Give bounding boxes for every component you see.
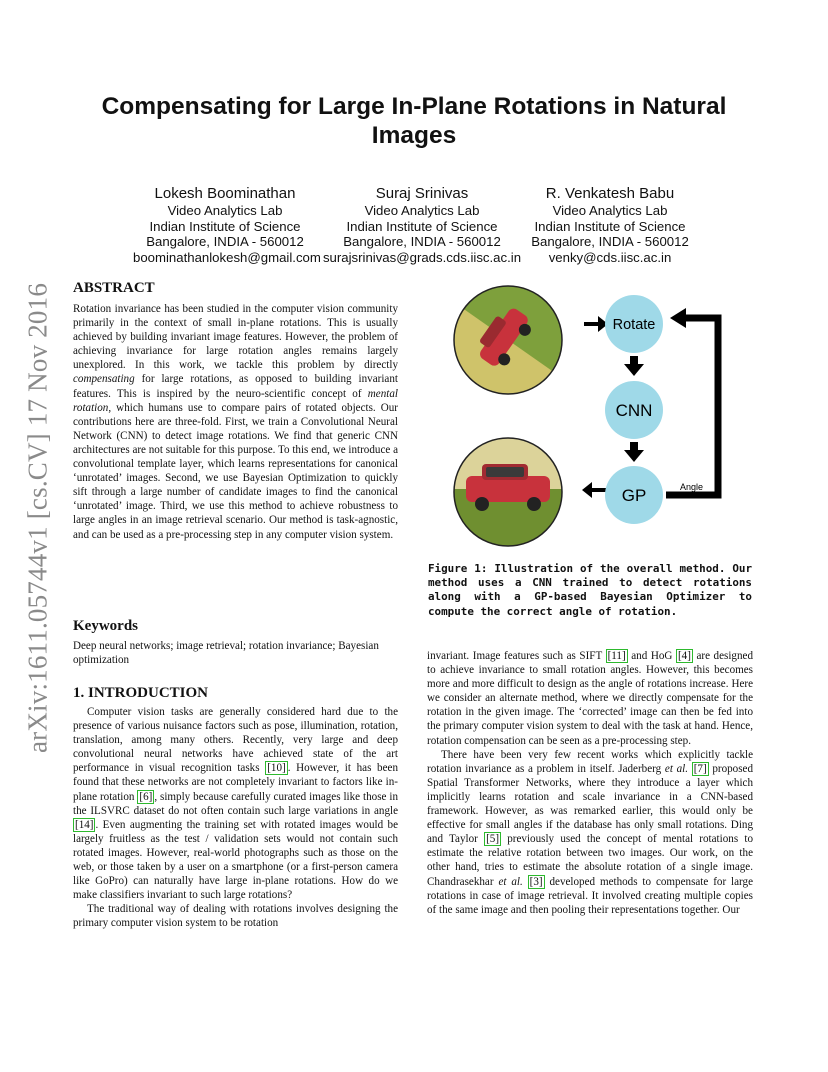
- gp-box: [605, 466, 663, 524]
- citation-link[interactable]: [14]: [75, 818, 94, 831]
- angle-label: Angle: [680, 482, 704, 492]
- author-lab: Video Analytics Lab: [167, 203, 283, 218]
- citation-link[interactable]: [7]: [693, 762, 707, 775]
- arrow-down-icon: [624, 442, 644, 462]
- method-diagram: [448, 284, 738, 556]
- intro-right-column: invariant. Image features such as SIFT [11] and HoG [4] are designed to achieve invariance to small rotation angles. However, this becomes more and more difficult to design as the angle of rotations increase. Here we consider an alternate method, where we directly compensate for the rotation in the given image. The ‘corrected’ image can then be fed into the primary computer vision system to deal with the task at hand. Hence, rotation compensation can be seen as a pre-processing step. There have been very few recent works which explicitly tackle rotation invariance as a problem in itself. Jaderberg et al. [7] proposed Spatial Transformer Networks, where they introduce a layer which implicitly learns rotation and scale invariance in a CNN-based framework. However, as was remarked earlier, this would only be effective for small angles if the database has only small rotations. Ding and Taylor [5] previously used the concept of mental rotations to estimate the relative rotation between two images. Our work, on the other hand, tries to estimate the absolute rotation of a single image. Chandrasekhar et al. [3] developed methods to compensate for large rotations in case of image retrieval. It involved creating multiple copies of the same image and then pooling their representations together. Our: [427, 650, 754, 916]
- author-email: boominathanlokesh@gmail.com: [133, 249, 321, 265]
- author-name: Suraj Srinivas: [375, 185, 469, 202]
- keywords-heading: Keywords: [73, 618, 138, 634]
- citation-link[interactable]: [3]: [529, 875, 543, 888]
- author-institution: Indian Institute of Science: [534, 218, 686, 234]
- arrow-right-icon: [584, 316, 608, 332]
- author-name: R. Venkatesh Babu: [545, 185, 675, 202]
- svg-text:CNN: CNN: [615, 401, 653, 420]
- author-name: Lokesh Boominathan: [154, 185, 296, 202]
- figure-caption: Figure 1: Illustration of the overall method. Our method uses a CNN trained to detect rotations along with a GP-based Bayesian Optimizer to compute the correct angle of rotation.: [428, 562, 752, 618]
- paper-title: Compensating for Large In-Plane Rotations in Natural Images: [101, 93, 727, 149]
- abstract-body: Rotation invariance has been studied in the computer vision community primarily in the context of small in-plane rotations. This is usually achieved by building invariant image features. However, the problem of achieving invariance for large rotation angles remains largely unexplored. In this work, we tackle this problem by directly compensating for large rotations, as opposed to building invariant features. This is inspired by the neuro-scientific concept of mental rotation, which humans use to compare pairs of rotated objects. Our contributions here are three-fold. First, we train a Convolutional Neural Network (CNN) to detect image rotations. We find that generic CNN architectures are not suitable for this purpose. To this end, we introduce a convolutional template layer, which learns representations for canonical ‘unrotated’ images. Second, we use Bayesian Optimization to quickly sift through a large number of candidate images to find the canonical ‘unrotated’ image. Third, we use this method to achieve robustness to large angles in an image retrieval scenario. Our method is task-agnostic, and can be used as a pre-processing step in any computer vision system.: [73, 303, 398, 541]
- arrow-down-icon: [624, 356, 644, 376]
- upright-car-photo: [448, 434, 568, 551]
- citation-link[interactable]: [5]: [486, 833, 500, 846]
- author-city: Bangalore, INDIA - 560012: [146, 234, 304, 250]
- keywords-body: Deep neural networks; image retrieval; rotation invariance; Bayesian optimization: [73, 640, 379, 667]
- author-institution: Indian Institute of Science: [346, 218, 498, 234]
- citation-link[interactable]: [6]: [139, 790, 153, 803]
- author-email: venky@cds.iisc.ac.in: [548, 249, 672, 265]
- arrow-left-icon: [582, 482, 608, 498]
- citation-link[interactable]: [10]: [267, 762, 286, 775]
- author-1: [133, 185, 321, 265]
- figure-1: [448, 284, 738, 556]
- author-email: surajsrinivas@grads.cds.iisc.ac.in: [322, 249, 522, 265]
- author-institution: Indian Institute of Science: [149, 218, 301, 234]
- author-city: Bangalore, INDIA - 560012: [343, 234, 501, 250]
- svg-text:Rotate: Rotate: [612, 317, 656, 333]
- author-city: Bangalore, INDIA - 560012: [531, 234, 689, 250]
- intro-left-column: Computer vision tasks are generally considered hard due to the presence of various nuisance factors such as pose, illumination, rotation, translation, among many others. Recently, very large and deep convolutional neural networks have achieved state of the art performance in visual recognition tasks [10] . However, it has been found that these networks are not completely invariant to factors like in-plane rotation [6] , simply because carefully curated images like those in the ILSVRC dataset do not often contain such large variations in angle [14] . Even augmenting the training set with rotated images would be largely fruitless as the test / validation sets would not contain such rotated images. However, real-world photographs such as those on the web, or those taken by a user on a smartphone (or a first-person camera like GoPro) can naturally have large in-plane rotations. How do we make classifiers invariant to such large rotations? The traditional way of dealing with rotations involves designing the primary computer vision system to be rotation: [73, 706, 399, 930]
- arxiv-stamp: [18, 278, 58, 758]
- rotated-car-photo: [448, 284, 623, 396]
- cnn-box: [605, 381, 663, 439]
- arrow-left-icon: [670, 308, 686, 328]
- citation-link[interactable]: [4]: [677, 650, 691, 662]
- author-3: [527, 185, 693, 265]
- arxiv-stamp-text: arXiv:1611.05744v1 [cs.CV] 17 Nov 2016: [22, 282, 53, 754]
- author-2: [321, 185, 523, 265]
- author-lab: Video Analytics Lab: [364, 203, 480, 218]
- author-lab: Video Analytics Lab: [552, 203, 668, 218]
- introduction-heading: 1. INTRODUCTION: [73, 685, 209, 701]
- citation-link[interactable]: [11]: [607, 650, 626, 662]
- abstract-heading: ABSTRACT: [73, 280, 155, 296]
- feedback-arrow: [666, 318, 718, 495]
- rotate-box: [605, 295, 663, 353]
- svg-text:GP: GP: [621, 486, 647, 505]
